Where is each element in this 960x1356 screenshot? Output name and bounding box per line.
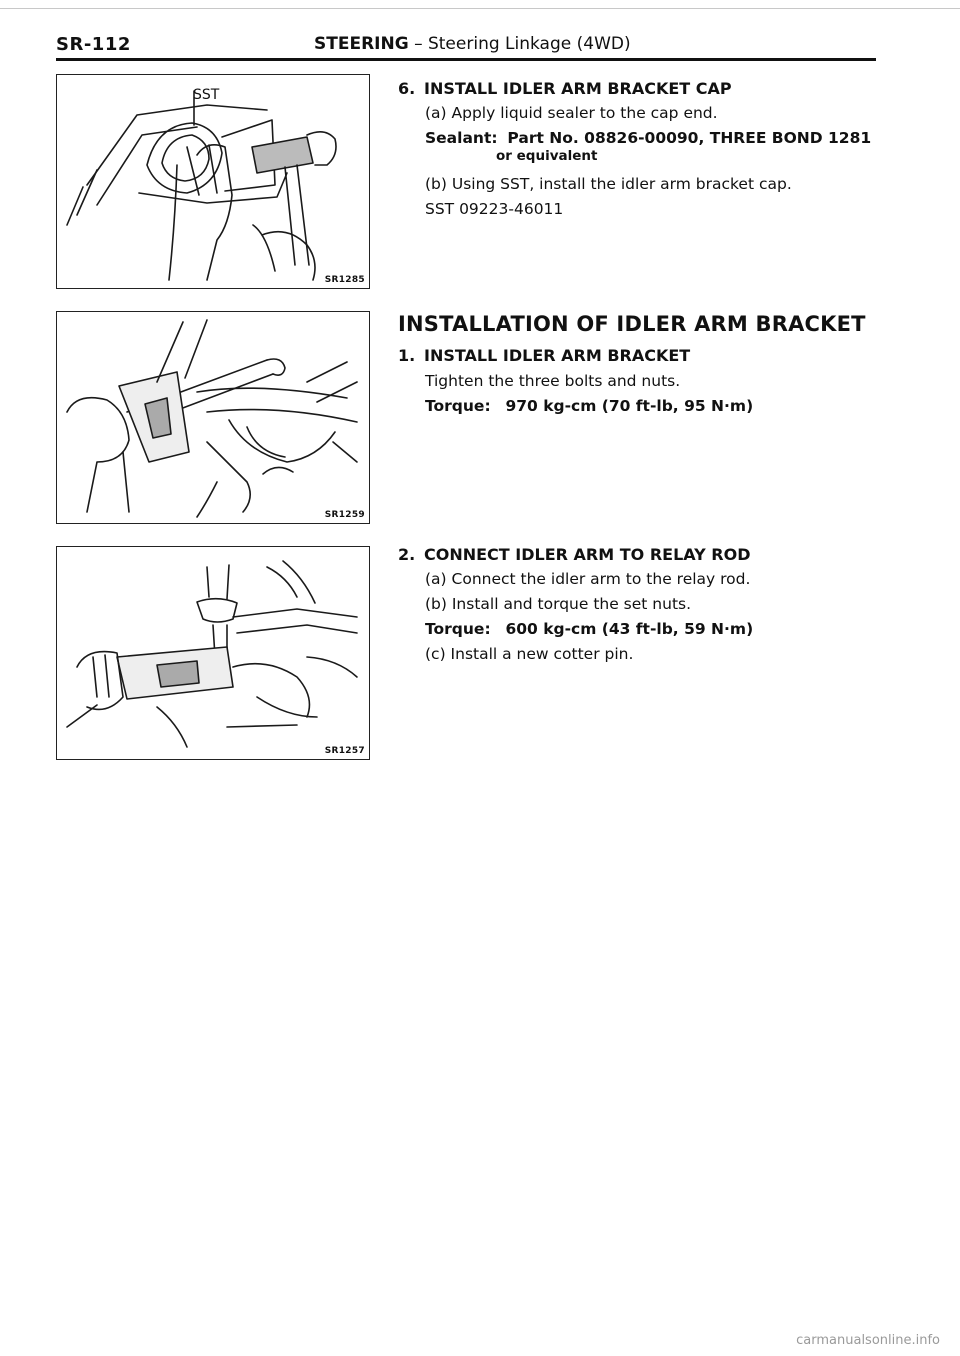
figure-id: SR1259 [324, 510, 365, 520]
top-border-line [0, 8, 960, 9]
sst-callout-label: SST [193, 87, 220, 103]
step-1-text: Tighten the three bolts and nuts. [425, 372, 681, 390]
sealant-alternative: or equivalent [496, 148, 598, 164]
page-header [56, 34, 876, 58]
title-bold: STEERING [314, 34, 409, 54]
torque-spec-1 [425, 397, 753, 415]
figure-id: SR1257 [324, 746, 365, 756]
step-number: 1. [398, 346, 416, 365]
step-6-b: (b) Using SST, install the idler arm bracket cap. [425, 175, 792, 193]
sealant-value: Part No. 08826-00090, THREE BOND 1281 [507, 129, 872, 147]
sst-number: SST 09223-46011 [425, 200, 564, 218]
sealant-spec [425, 129, 871, 147]
torque-value: 970 kg-cm (70 ft-lb, 95 N·m) [505, 397, 754, 415]
step-number: 2. [398, 545, 416, 564]
step-6-a: (a) Apply liquid sealer to the cap end. [425, 104, 718, 122]
sealant-label: Sealant: [425, 129, 498, 147]
torque-spec-2 [425, 620, 753, 638]
page-number: SR-112 [56, 34, 131, 55]
figure-idler-relay-rod [56, 546, 370, 760]
step-6-title [398, 79, 732, 98]
step-2-title [398, 545, 750, 564]
illustration-relay-rod [57, 547, 369, 758]
step-number: 6. [398, 79, 416, 98]
step-title-text: INSTALL IDLER ARM BRACKET CAP [424, 79, 732, 98]
step-title-text: CONNECT IDLER ARM TO RELAY ROD [424, 545, 751, 564]
step-2-a: (a) Connect the idler arm to the relay rod. [425, 570, 751, 588]
torque-label: Torque: [425, 620, 491, 638]
step-2-b: (b) Install and torque the set nuts. [425, 595, 692, 613]
page-title [314, 34, 631, 54]
watermark: carmanualsonline.info [796, 1333, 940, 1348]
header-rule [56, 58, 876, 61]
figure-bracket-torque [56, 311, 370, 524]
torque-label: Torque: [425, 397, 491, 415]
section-title: INSTALLATION OF IDLER ARM BRACKET [398, 312, 866, 336]
figure-id: SR1285 [324, 275, 365, 285]
figure-sst-hammer [56, 74, 370, 289]
step-title-text: INSTALL IDLER ARM BRACKET [424, 346, 691, 365]
title-rest: – Steering Linkage (4WD) [408, 34, 631, 54]
illustration-torque-wrench [57, 312, 369, 522]
torque-value: 600 kg-cm (43 ft-lb, 59 N·m) [505, 620, 754, 638]
step-2-c: (c) Install a new cotter pin. [425, 645, 634, 663]
step-1-title [398, 346, 690, 365]
illustration-hammer-install [57, 75, 369, 287]
